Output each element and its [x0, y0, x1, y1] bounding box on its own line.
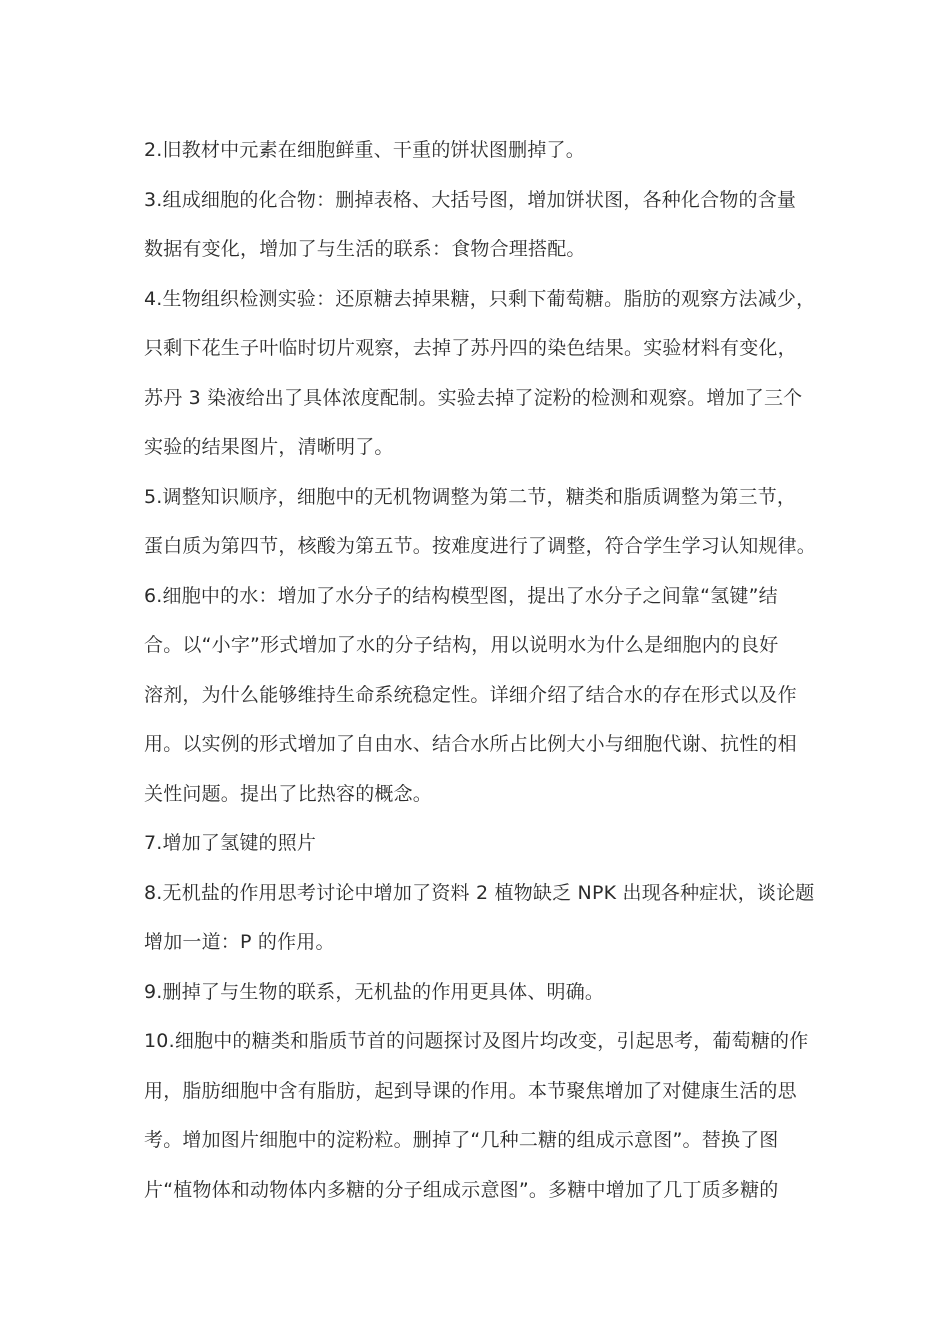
- text-line: 用，脂肪细胞中含有脂肪，起到导课的作用。本节聚焦增加了对健康生活的思: [144, 1079, 797, 1102]
- text-line: 5.调整知识顺序，细胞中的无机物调整为第二节，糖类和脂质调整为第三节，: [144, 485, 797, 508]
- text-line: 增加一道：P 的作用。: [144, 931, 335, 953]
- text-line: 溶剂，为什么能够维持生命系统稳定性。详细介绍了结合水的存在形式以及作: [144, 683, 797, 706]
- text-line: 数据有变化，增加了与生活的联系：食物合理搭配。: [144, 238, 586, 260]
- text-line: 关性问题。提出了比热容的概念。: [144, 782, 433, 805]
- text-line: 蛋白质为第四节，核酸为第五节。按难度进行了调整，符合学生学习认知规律。: [144, 535, 817, 557]
- text-line: 实验的结果图片，清晰明了。: [144, 436, 394, 458]
- text-line: 考。增加图片细胞中的淀粉粒。删掉了“几种二糖的组成示意图”。替换了图: [144, 1129, 779, 1151]
- text-line: 10.细胞中的糖类和脂质节首的问题探讨及图片均改变，引起思考，葡萄糖的作: [144, 1030, 809, 1052]
- text-line: 9.删掉了与生物的联系，无机盐的作用更具体、明确。: [144, 980, 605, 1003]
- text-line: 合。以“小字”形式增加了水的分子结构，用以说明水为什么是细胞内的良好: [144, 634, 779, 656]
- text-line: 苏丹 3 染液给出了具体浓度配制。实验去掉了淀粉的检测和观察。增加了三个: [144, 386, 803, 409]
- text-line: 4.生物组织检测实验：还原糖去掉果糖，只剩下葡萄糖。脂肪的观察方法减少，: [144, 287, 816, 310]
- text-line: 片“植物体和动物体内多糖的分子组成示意图”。多糖中增加了几丁质多糖的: [144, 1178, 779, 1201]
- text-line: 2.旧教材中元素在细胞鲜重、干重的饼状图删掉了。: [144, 139, 585, 161]
- text-line: 7.增加了氢键的照片: [144, 832, 317, 854]
- text-line: 3.组成细胞的化合物：删掉表格、大括号图，增加饼状图，各种化合物的含量: [144, 188, 797, 211]
- text-line: 只剩下花生子叶临时切片观察，去掉了苏丹四的染色结果。实验材料有变化，: [144, 337, 797, 359]
- text-line: 用。以实例的形式增加了自由水、结合水所占比例大小与细胞代谢、抗性的相: [144, 733, 797, 755]
- text-line: 8.无机盐的作用思考讨论中增加了资料 2 植物缺乏 NPK 出现各种症状，谈论题: [144, 881, 815, 904]
- document-body: [144, 130, 817, 1219]
- text-line: 6.细胞中的水：增加了水分子的结构模型图，提出了水分子之间靠“氢键”结: [144, 584, 778, 607]
